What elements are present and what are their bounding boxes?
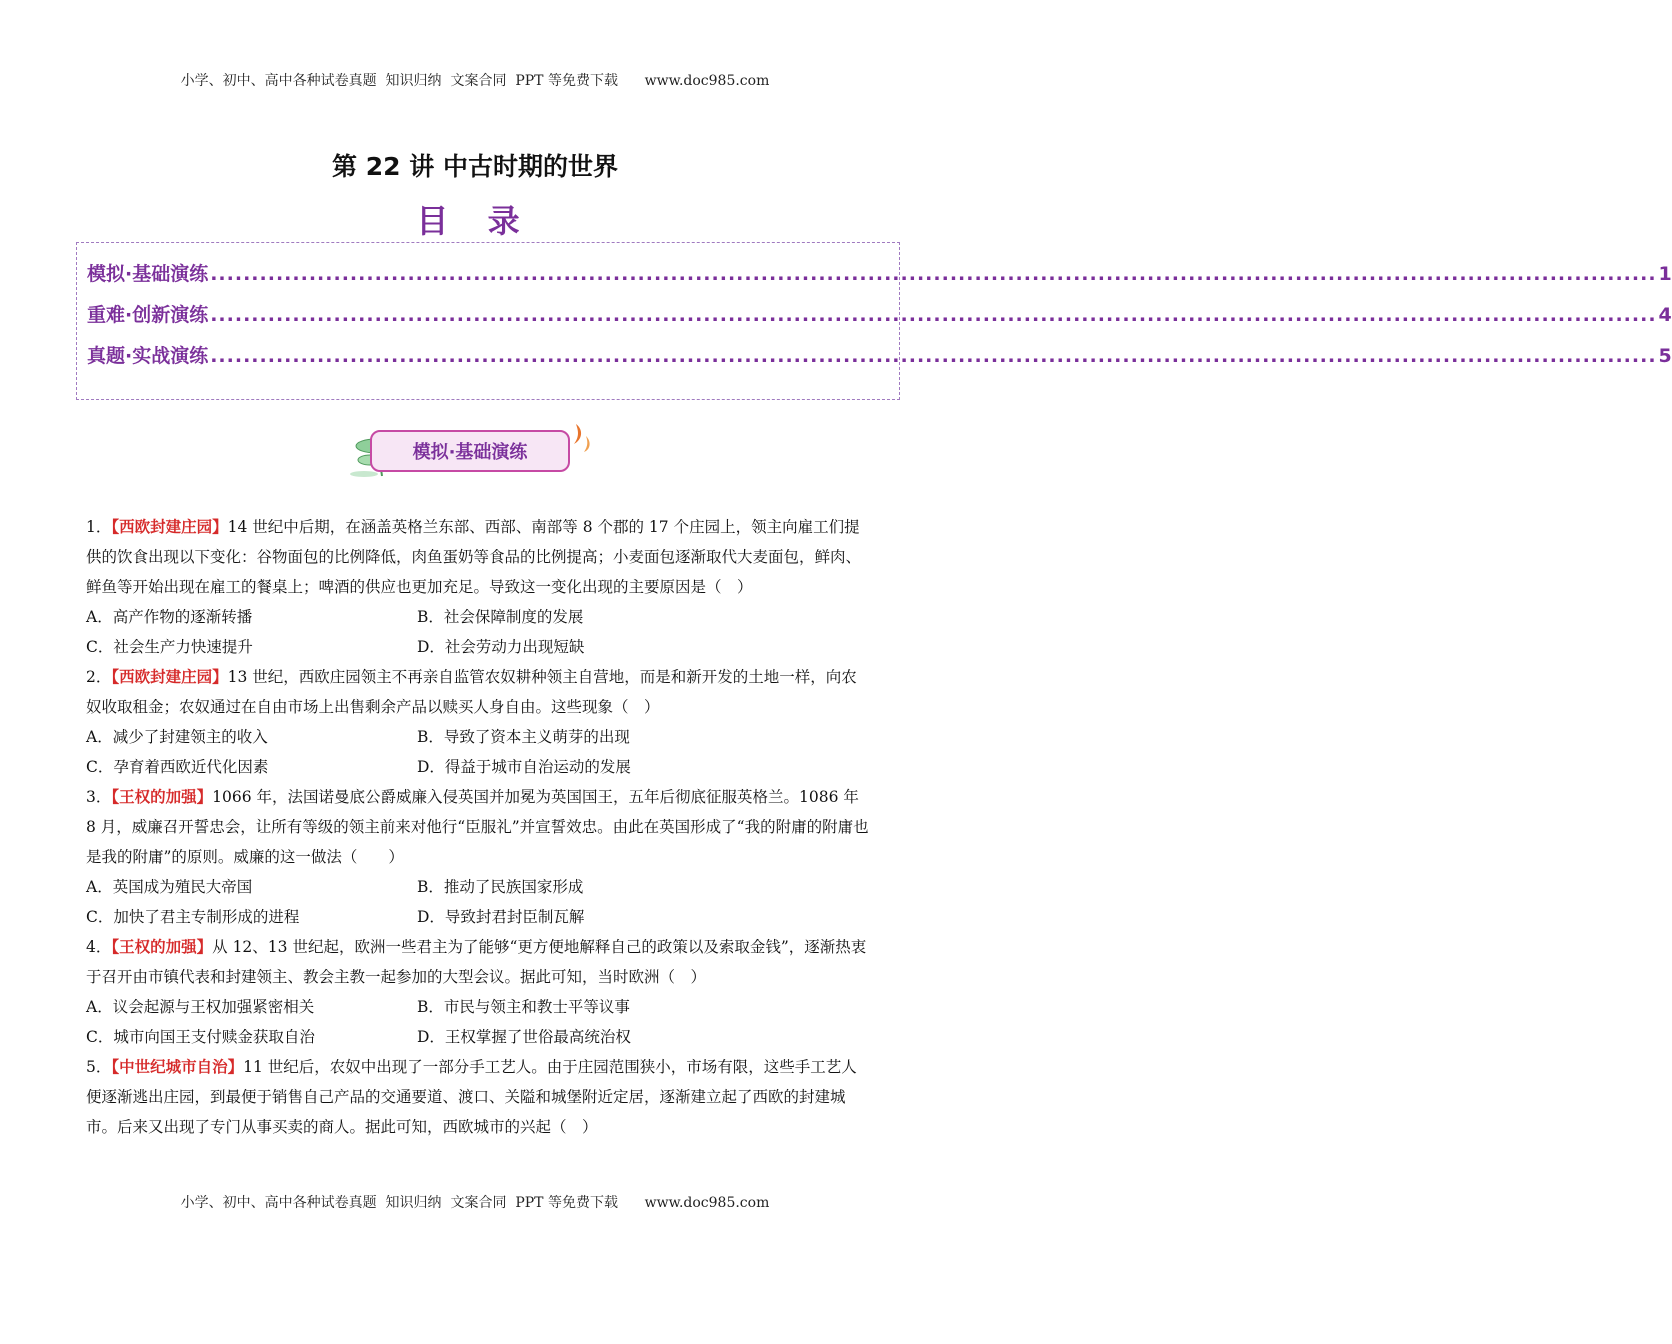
question-item — [86, 932, 872, 1052]
option-c[interactable]: C．城市向国王支付赎金获取自治 — [86, 1028, 315, 1046]
question-item — [86, 1052, 872, 1142]
option-d[interactable]: D．导致封君封臣制瓦解 — [417, 908, 585, 926]
question-number: 3． — [86, 788, 112, 806]
option-a[interactable]: A．减少了封建领主的收入 — [86, 728, 268, 746]
question-topic-tag: 【西欧封建庄园】 — [111, 517, 228, 536]
toc-entry[interactable] — [87, 341, 1672, 368]
option-d[interactable]: D．王权掌握了世俗最高统治权 — [417, 1028, 631, 1046]
question-topic-tag: 【西欧封建庄园】 — [111, 667, 228, 686]
question-text: 从 12、13 世纪起，欧洲一些君主为了能够“更方便地解释自己的政策以及索取金钱”，逐渐热衷于召开由市镇代表和封建领主、教会主教一起参加的大型会议。据此可知，当时欧洲（ ） — [86, 938, 867, 986]
option-c[interactable]: C．加快了君主专制形成的进程 — [86, 908, 300, 926]
toc-leader-dots: ................................................................................................................................................................................ — [210, 263, 1657, 285]
question-topic-tag: 【王权的加强】 — [111, 937, 213, 956]
toc-entry-label: 真题·实战演练 — [87, 345, 209, 367]
page-footer: 小学、初中、高中各种试卷真题 知识归纳 文案合同 PPT 等免费下载 www.doc985.com — [180, 1195, 770, 1211]
toc-entry[interactable] — [87, 259, 1672, 286]
question-number: 2． — [86, 668, 112, 686]
toc-leader-dots: ................................................................................................................................................................................ — [210, 345, 1657, 367]
question-number: 5． — [86, 1058, 112, 1076]
option-a[interactable]: A．高产作物的逐渐转播 — [86, 608, 253, 626]
toc-entry-label: 模拟·基础演练 — [87, 263, 209, 285]
question-number: 1． — [86, 518, 112, 536]
question-list — [86, 512, 872, 1142]
table-of-contents — [76, 242, 1672, 400]
option-a[interactable]: A．议会起源与王权加强紧密相关 — [86, 998, 315, 1016]
toc-heading: 目 录 — [416, 202, 534, 240]
option-b[interactable]: B．推动了民族国家形成 — [417, 878, 584, 896]
question-item — [86, 782, 872, 932]
option-row — [86, 602, 872, 632]
page-header: 小学、初中、高中各种试卷真题 知识归纳 文案合同 PPT 等免费下载 www.doc985.com — [180, 73, 770, 89]
option-c[interactable]: C．社会生产力快速提升 — [86, 638, 253, 656]
option-row — [86, 992, 872, 1022]
question-topic-tag: 【中世纪城市自治】 — [111, 1057, 244, 1076]
option-a[interactable]: A．英国成为殖民大帝国 — [86, 878, 253, 896]
option-row — [86, 902, 872, 932]
option-row — [86, 722, 872, 752]
question-item — [86, 512, 872, 662]
toc-leader-dots: ................................................................................................................................................................................ — [210, 304, 1657, 326]
toc-entry-label: 重难·创新演练 — [87, 304, 209, 326]
toc-entry-page: 5 — [1658, 345, 1672, 367]
option-row — [86, 1022, 872, 1052]
option-c[interactable]: C．孕育着西欧近代化因素 — [86, 758, 269, 776]
option-row — [86, 752, 872, 782]
question-topic-tag: 【王权的加强】 — [111, 787, 213, 806]
question-stem — [86, 512, 872, 602]
option-b[interactable]: B．社会保障制度的发展 — [417, 608, 584, 626]
question-stem — [86, 932, 872, 992]
question-text: 14 世纪中后期，在涵盖英格兰东部、西部、南部等 8 个郡的 17 个庄园上，领主向雇工们提供的饮食出现以下变化：谷物面包的比例降低，肉鱼蛋奶等食品的比例提高；小麦面包逐渐取代大麦面包，鲜肉、鲜鱼等开始出现在雇工的餐桌上；啤酒的供应也更加充足。导致这一变化出现的主要原因是（ ） — [86, 518, 862, 596]
option-row — [86, 632, 872, 662]
question-text: 11 世纪后，农奴中出现了一部分手工艺人。由于庄园范围狭小，市场有限，这些手工艺人便逐渐逃出庄园，到最便于销售自己产品的交通要道、渡口、关隘和城堡附近定居，逐渐建立起了西欧的封建城市。后来又出现了专门从事买卖的商人。据此可知，西欧城市的兴起（ ） — [86, 1058, 857, 1136]
question-stem — [86, 662, 872, 722]
option-d[interactable]: D．得益于城市自治运动的发展 — [417, 758, 631, 776]
question-text: 13 世纪，西欧庄园领主不再亲自监管农奴耕种领主自营地，而是和新开发的土地一样，向农奴收取租金；农奴通过在自由市场上出售剩余产品以赎买人身自由。这些现象（ ） — [86, 668, 857, 716]
toc-entry-page: 4 — [1658, 304, 1672, 326]
question-item — [86, 662, 872, 782]
question-text: 1066 年，法国诺曼底公爵威廉入侵英国并加冕为英国国王，五年后彻底征服英格兰。1086 年 8 月，威廉召开誓忠会，让所有等级的领主前来对他行“臣服礼”并宣誓效忠。由此在英国形成了“我的附庸的附庸也是我的附庸”的原则。威廉的这一做法（ ） — [86, 788, 869, 866]
option-b[interactable]: B．市民与领主和教士平等议事 — [417, 998, 630, 1016]
page-title: 第 22 讲 中古时期的世界 — [332, 152, 618, 181]
question-number: 4． — [86, 938, 112, 956]
question-stem — [86, 1052, 872, 1142]
section-badge-label: 模拟·基础演练 — [370, 430, 570, 472]
section-badge — [348, 416, 598, 480]
toc-entry[interactable] — [87, 300, 1672, 327]
option-d[interactable]: D．社会劳动力出现短缺 — [417, 638, 585, 656]
question-stem — [86, 782, 872, 872]
option-row — [86, 872, 872, 902]
option-b[interactable]: B．导致了资本主义萌芽的出现 — [417, 728, 630, 746]
toc-entry-page: 1 — [1658, 263, 1672, 285]
